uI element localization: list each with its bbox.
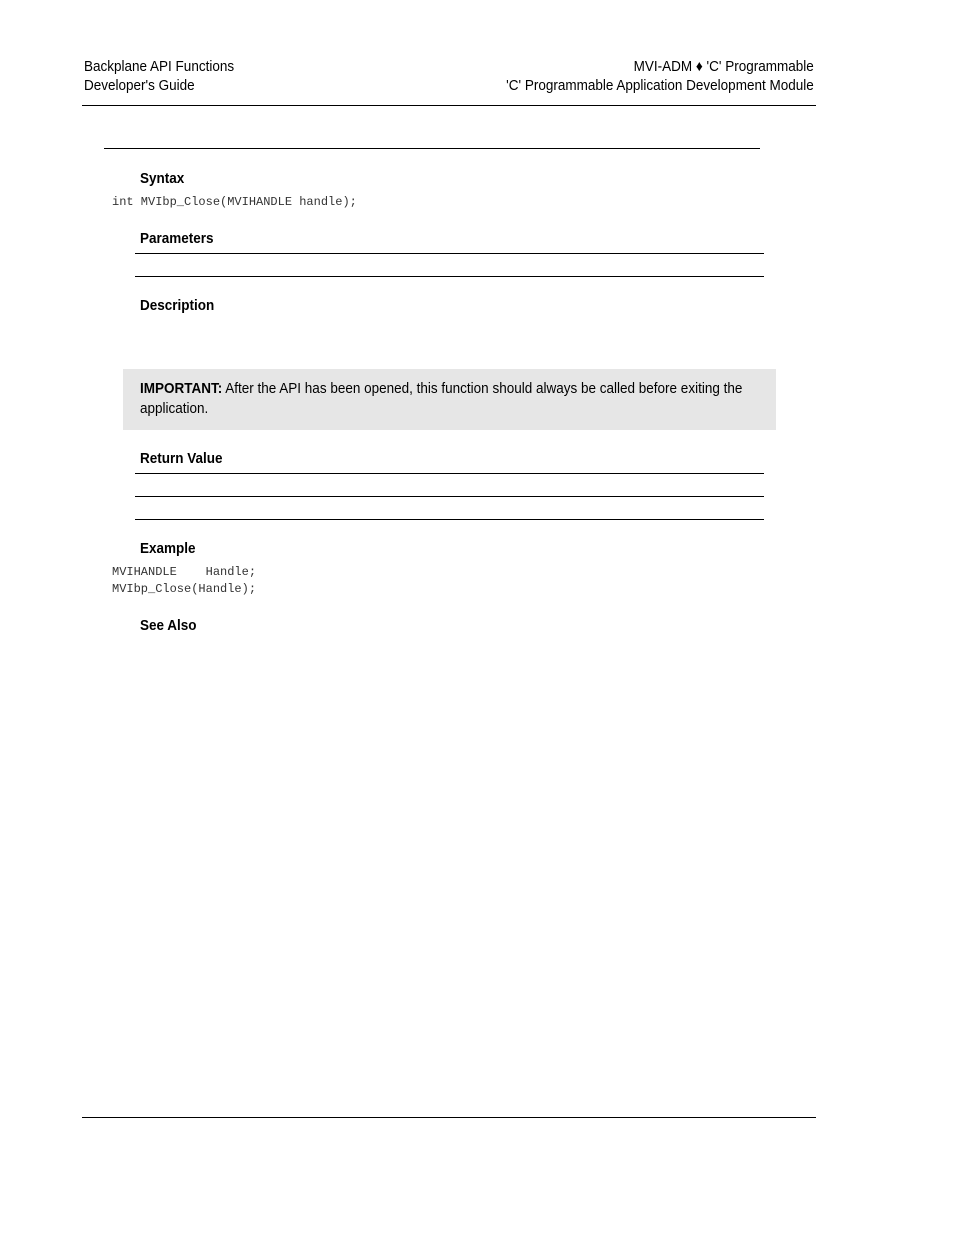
header-product-description: 'C' Programmable Application Development Module [506, 77, 814, 94]
header-product-name: MVI-ADM ♦ 'C' Programmable [633, 58, 814, 75]
important-label: IMPORTANT: [140, 380, 223, 397]
header-divider [82, 105, 816, 106]
syntax-code: int MVIbp_Close(MVIHANDLE handle); [112, 195, 357, 209]
running-header-left [84, 57, 234, 95]
example-code-line-2: MVIbp_Close(Handle); [112, 582, 257, 596]
important-note-text [140, 379, 770, 419]
important-message: After the API has been opened, this function should always be called before exiting the application. [140, 380, 743, 417]
parameters-table-bottom-rule [135, 276, 764, 277]
footer-divider [82, 1117, 816, 1118]
header-guide-title: Developer's Guide [84, 77, 195, 94]
return-table-middle-rule [135, 496, 764, 497]
header-chapter-title: Backplane API Functions [84, 58, 235, 75]
return-table-top-rule [135, 473, 764, 474]
description-heading: Description [140, 297, 215, 314]
parameters-table-top-rule [135, 253, 764, 254]
see-also-heading: See Also [140, 617, 197, 634]
example-heading: Example [140, 540, 196, 557]
example-code-line-1: MVIHANDLE Handle; [112, 565, 257, 579]
syntax-heading: Syntax [140, 170, 185, 187]
parameters-heading: Parameters [140, 230, 214, 247]
important-note-box [123, 369, 776, 430]
return-value-heading: Return Value [140, 450, 223, 467]
running-header-right [506, 57, 814, 95]
return-table-bottom-rule [135, 519, 764, 520]
function-title-rule [104, 148, 760, 149]
